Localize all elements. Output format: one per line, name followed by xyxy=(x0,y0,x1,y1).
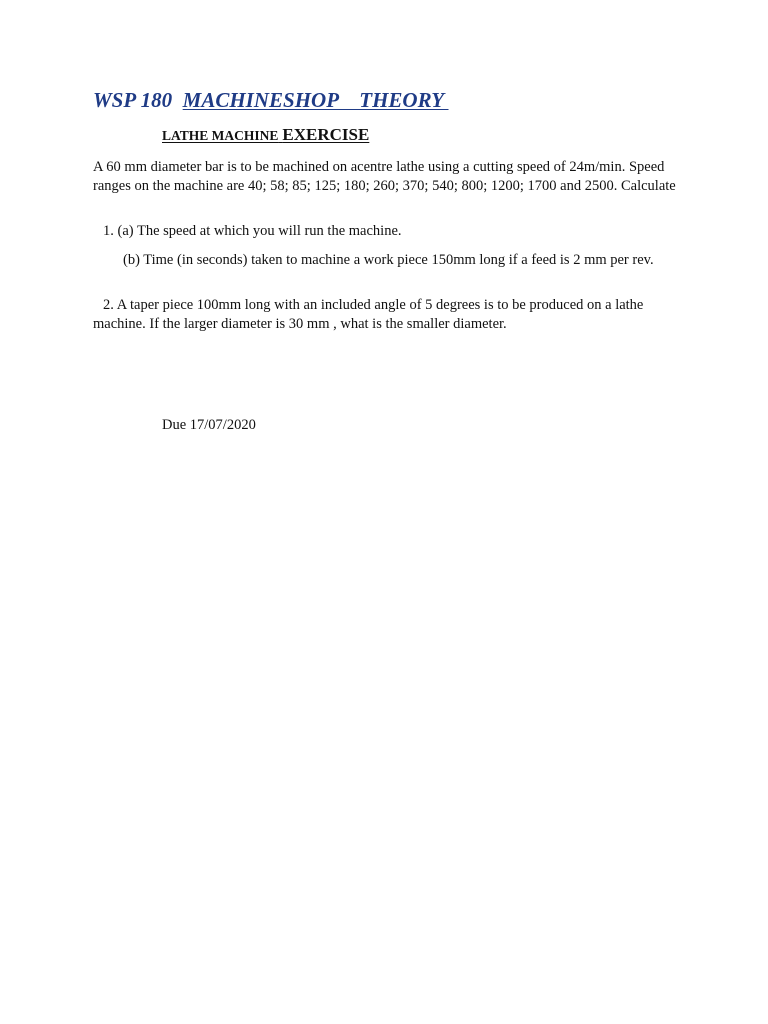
question-2: 2. A taper piece 100mm long with an included angle of 5 degrees is to be produced on a lathe machine. If the larger diameter is 30 mm , what is the smaller diameter. xyxy=(93,297,644,332)
exercise-subtitle xyxy=(162,124,369,147)
question-1a xyxy=(93,222,678,241)
question-1b: (b) Time (in seconds) taken to machine a work piece 150mm long if a feed is 2 mm per rev. xyxy=(123,252,654,268)
course-code: WSP 180 xyxy=(93,88,173,112)
exercise-kind: EXERCISE xyxy=(282,125,370,144)
course-subject: MACHINESHOP THEORY xyxy=(182,88,449,112)
question-1a-text: (a) The speed at which you will run the machine. xyxy=(117,223,402,239)
due-date: Due 17/07/2020 xyxy=(162,417,256,433)
question-1-number: 1. xyxy=(103,223,114,239)
document-title xyxy=(93,86,449,114)
problem-intro: A 60 mm diameter bar is to be machined on acentre lathe using a cutting speed of 24m/min. Speed ranges on the machine are 40; 58; 85; 125; 180; 260; 370; 540; 800; 1200; 1700 and 2500. Calculate xyxy=(93,159,676,194)
exercise-topic: LATHE MACHINE xyxy=(162,128,279,143)
